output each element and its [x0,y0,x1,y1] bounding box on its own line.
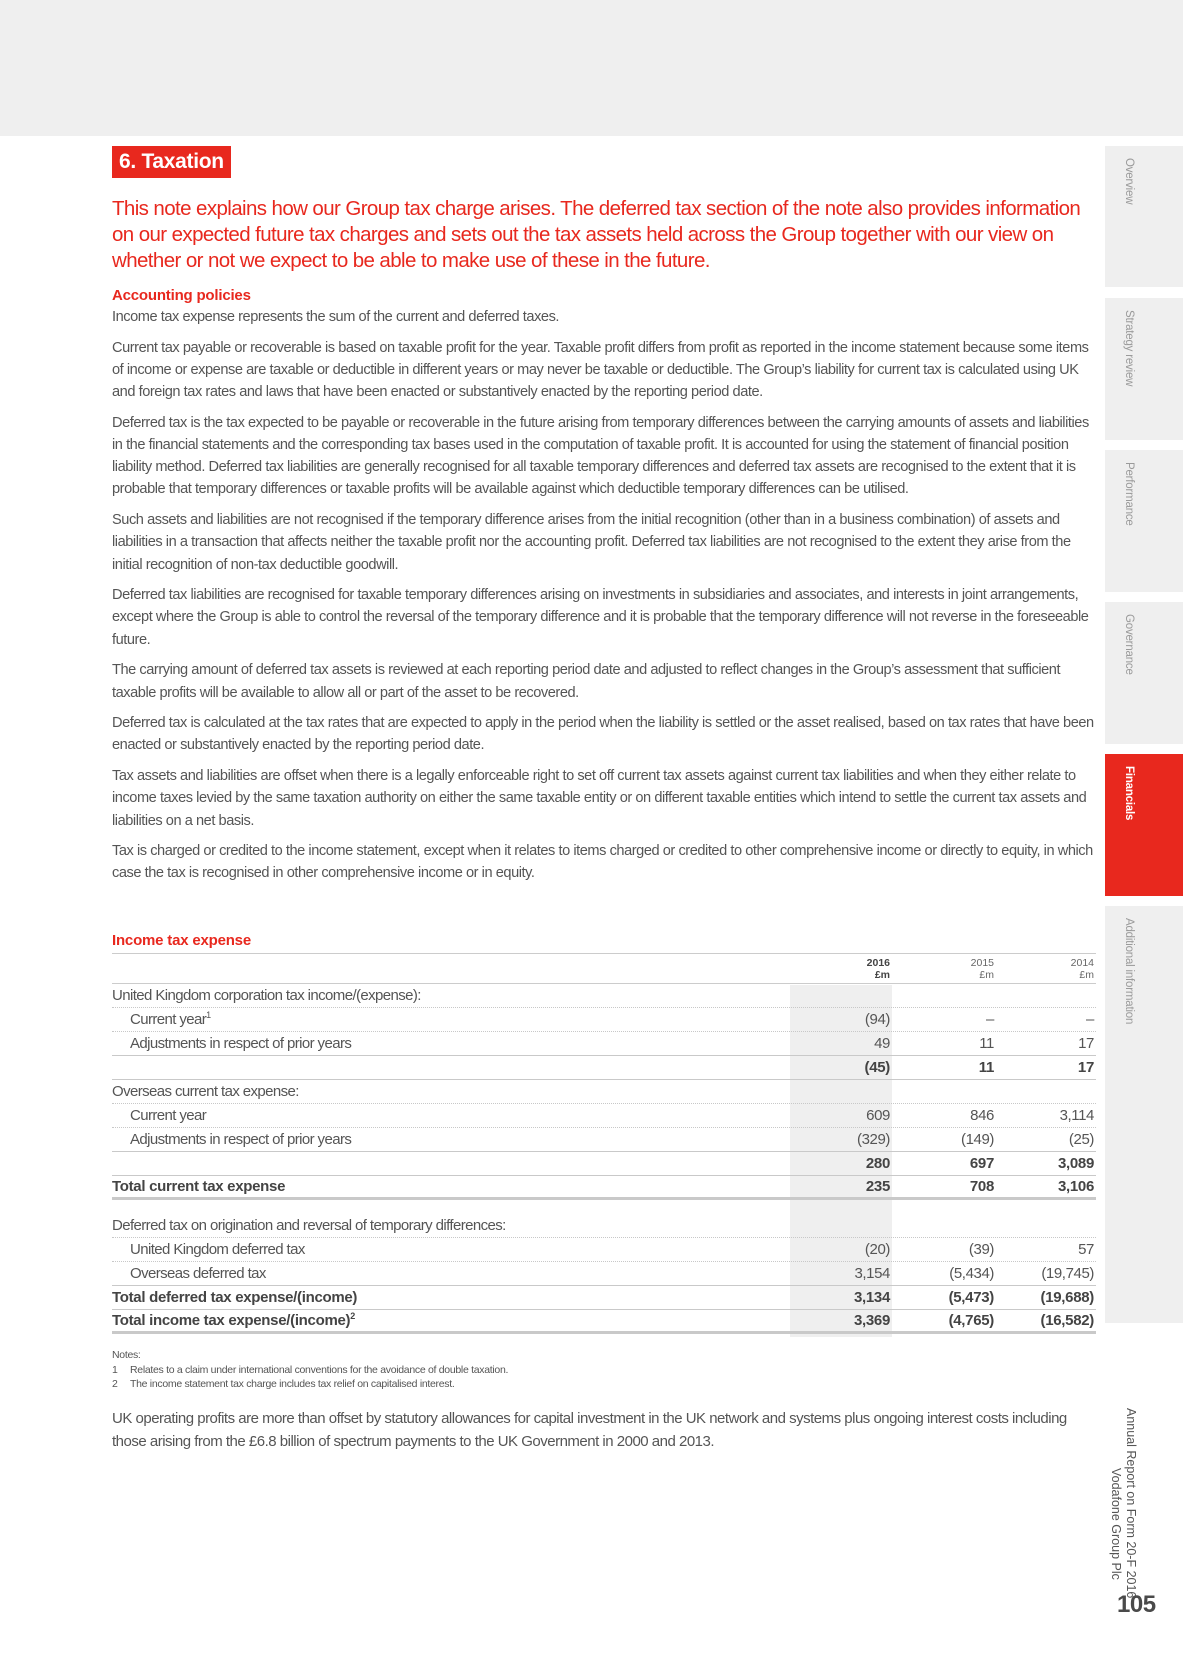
policy-paragraph: Tax assets and liabilities are offset when there is a legally enforceable right to set off current tax assets against current tax liabilities and when they either relate to income taxes levied by the same taxation authority on either the same taxable entity or on different taxable entities which intend to settle the current tax assets and liabilities on a net basis. [112,768,1087,829]
footnote-ref: 2 [350,1311,355,1321]
income-tax-table [112,953,1096,1334]
value-2015: 846 [970,1107,994,1124]
column-header-2014 [996,954,1096,981]
row-label: Deferred tax on origination and reversal of temporary differences: [112,1217,506,1234]
value-2015: 11 [979,1035,994,1052]
accounting-policies-section [112,286,1097,893]
table-notes [112,1348,508,1392]
tab-label: Additional information [1123,918,1135,1025]
value-2015: (4,765) [948,1312,994,1329]
sidebar-tab-additional-information[interactable] [1105,906,1183,1323]
section-title: 6. Taxation [112,146,231,178]
column-header-2016 [794,954,896,981]
tab-label: Performance [1123,462,1135,526]
value-2014: (19,688) [1040,1289,1094,1306]
policy-paragraph: The carrying amount of deferred tax assets is reviewed at each reporting period date and adjusted to reflect changes in the Group’s assessment that sufficient taxable profits will be available to allow all or part of the asset to be recovered. [112,662,1061,701]
value-2015: (5,434) [949,1265,994,1282]
policy-paragraph: Such assets and liabilities are not recognised if the temporary difference arises from the initial recognition (other than in a business combination) of assets and liabilities in a transaction that affects neither the taxable profit nor the accounting profit. Deferred tax liabilities are not recognised to the extent they arise from the initial recognition of non-tax deductible goodwill. [112,512,1071,573]
footnote-ref: 1 [206,1010,211,1020]
value-2015: (39) [968,1241,994,1258]
policy-paragraph: Current tax payable or recoverable is based on taxable profit for the year. Taxable profit differs from profit as reported in the income statement because some items of income or expense are taxable or deductible in different years or may never be taxable or deductible. The Group’s liability for current tax is calculated using UK and foreign tax rates and laws that have been enacted or substantively enacted by the reporting period date. [112,339,1089,401]
value-2016: 235 [865,1178,890,1195]
report-name: Annual Report on Form 20-F 2016 [1124,1408,1138,1599]
row-label: Adjustments in respect of prior years [130,1035,352,1052]
table-row [112,1128,1096,1152]
value-2016: 280 [865,1155,890,1172]
table-row [112,1032,1096,1056]
value-2015: – [986,1011,994,1028]
value-2014: 17 [1078,1035,1094,1052]
table-row [112,1214,1096,1238]
policy-paragraph: Deferred tax is the tax expected to be payable or recoverable in the future arising from temporary differences between the carrying amounts of assets and liabilities in the financial statements and the corresponding tax bases used in the computation of taxable profit. It is accounted for using the statement of financial position liability method. Deferred tax liabilities are generally recognised for all taxable temporary differences and deferred tax assets are recognised to the extent that it is probable that temporary differences or taxable profits will be available against which deductible temporary differences can be utilised. [112,414,1089,498]
column-unit: £m [979,969,994,981]
tab-label: Financials [1123,766,1135,821]
section-intro: This note explains how our Group tax charge arises. The deferred tax section of the note also provides information on our expected future tax charges and sets out the tax assets held across the Group together with our view on whether or not we expect to be able to make use of these in the future. [112,197,1081,272]
note-number: 1 [112,1363,118,1376]
value-2014: 3,089 [1057,1155,1094,1172]
row-label: Current year [130,1107,207,1124]
row-label: Overseas deferred tax [130,1265,266,1282]
row-label [112,1011,794,1028]
value-2014: (19,745) [1041,1265,1094,1282]
page-top-band [0,0,1183,136]
value-2016: 49 [874,1035,890,1052]
value-2016: (20) [864,1241,890,1258]
value-2015: 11 [978,1059,994,1076]
note-text: Relates to a claim under international conventions for the avoidance of double taxation. [130,1363,509,1376]
column-year: 2014 [1070,957,1094,969]
sidebar-tab-performance[interactable] [1105,450,1183,592]
page-number: 105 [1117,1591,1156,1618]
note-item [112,1377,508,1392]
notes-heading: Notes: [112,1349,141,1361]
value-2015: 708 [969,1178,994,1195]
policy-paragraph: Deferred tax liabilities are recognised for taxable temporary differences arising on investments in subsidiaries and associates, and interests in joint arrangements, except where the Group is able to control the reversal of the temporary difference and it is probable that the temporary difference will not reverse in the foreseeable future. [112,587,1089,648]
value-2014: 3,106 [1057,1178,1094,1195]
table-row-total [112,1176,1096,1200]
value-2016: 3,154 [854,1265,890,1282]
policy-paragraph: Deferred tax is calculated at the tax rates that are expected to apply in the period when the liability is settled or the asset realised, based on tax rates that have been enacted or substantively enacted by the reporting period date. [112,715,1094,754]
table-row-grand-total [112,1310,1096,1334]
accounting-policies-heading: Accounting policies [112,287,251,304]
row-label: United Kingdom deferred tax [130,1241,305,1258]
value-2014: (16,582) [1040,1312,1094,1329]
tab-label: Governance [1123,614,1135,675]
column-unit: £m [1079,969,1094,981]
table-row [112,1104,1096,1128]
row-label: Overseas current tax expense: [112,1083,299,1100]
closing-paragraph: UK operating profits are more than offset by statutory allowances for capital investment in the UK network and systems plus ongoing interest costs including those arising from the £6.8 billion of spectrum payments to the UK Government in 2000 and 2013. [112,1410,1067,1450]
sidebar-tab-governance[interactable] [1105,602,1183,744]
policy-paragraph: Income tax expense represents the sum of the current and deferred taxes. [112,309,560,325]
table-header-row [112,953,1096,984]
value-2014: 57 [1078,1241,1094,1258]
value-2014: (25) [1068,1131,1094,1148]
value-2015: (5,473) [948,1289,994,1306]
table-row-subtotal [112,1152,1096,1176]
value-2015: 697 [969,1155,994,1172]
table-row [112,984,1096,1008]
value-2014: – [1086,1011,1094,1028]
table-spacer [112,1200,1096,1214]
row-label: Total current tax expense [112,1178,286,1195]
value-2016: 609 [866,1107,890,1124]
value-2016: 3,134 [853,1289,890,1306]
column-year: 2015 [970,957,994,969]
value-2016: (94) [864,1011,890,1028]
income-tax-table-title: Income tax expense [112,932,251,949]
table-row-subtotal [112,1056,1096,1080]
column-unit: £m [874,969,890,981]
value-2015: (149) [960,1131,994,1148]
value-2016: (329) [856,1131,890,1148]
table-row [112,1238,1096,1262]
row-label [112,1312,794,1329]
value-2014: 3,114 [1059,1107,1094,1124]
note-item [112,1363,508,1378]
row-label-text: Current year [130,1011,207,1028]
company-name: Vodafone Group Plc [1109,1468,1123,1580]
row-label: Total deferred tax expense/(income) [112,1289,358,1306]
row-label: Adjustments in respect of prior years [130,1131,352,1148]
note-number: 2 [112,1378,118,1390]
report-footer [1108,1408,1138,1598]
note-text: The income statement tax charge includes tax relief on capitalised interest. [130,1378,455,1390]
row-label: United Kingdom corporation tax income/(expense): [112,987,421,1004]
table-row-total [112,1286,1096,1310]
column-year: 2016 [866,957,890,969]
sidebar-tab-strategy-review[interactable] [1105,298,1183,440]
table-row [112,1080,1096,1104]
tab-label: Strategy review [1123,310,1135,387]
sidebar-tab-overview[interactable] [1105,146,1183,287]
value-2016: (45) [864,1059,890,1076]
table-row [112,1262,1096,1286]
table-row [112,1008,1096,1032]
row-label-text: Total income tax expense/(income) [112,1312,351,1329]
column-header-2015 [896,954,996,981]
value-2014: 17 [1077,1059,1094,1076]
value-2016: 3,369 [853,1312,890,1329]
sidebar-tab-financials[interactable] [1105,754,1183,896]
tab-label: Overview [1123,158,1135,205]
policy-paragraph: Tax is charged or credited to the income statement, except when it relates to items charged or credited to other comprehensive income or directly to equity, in which case the tax is recognised in other comprehensive income or in equity. [112,843,1093,882]
